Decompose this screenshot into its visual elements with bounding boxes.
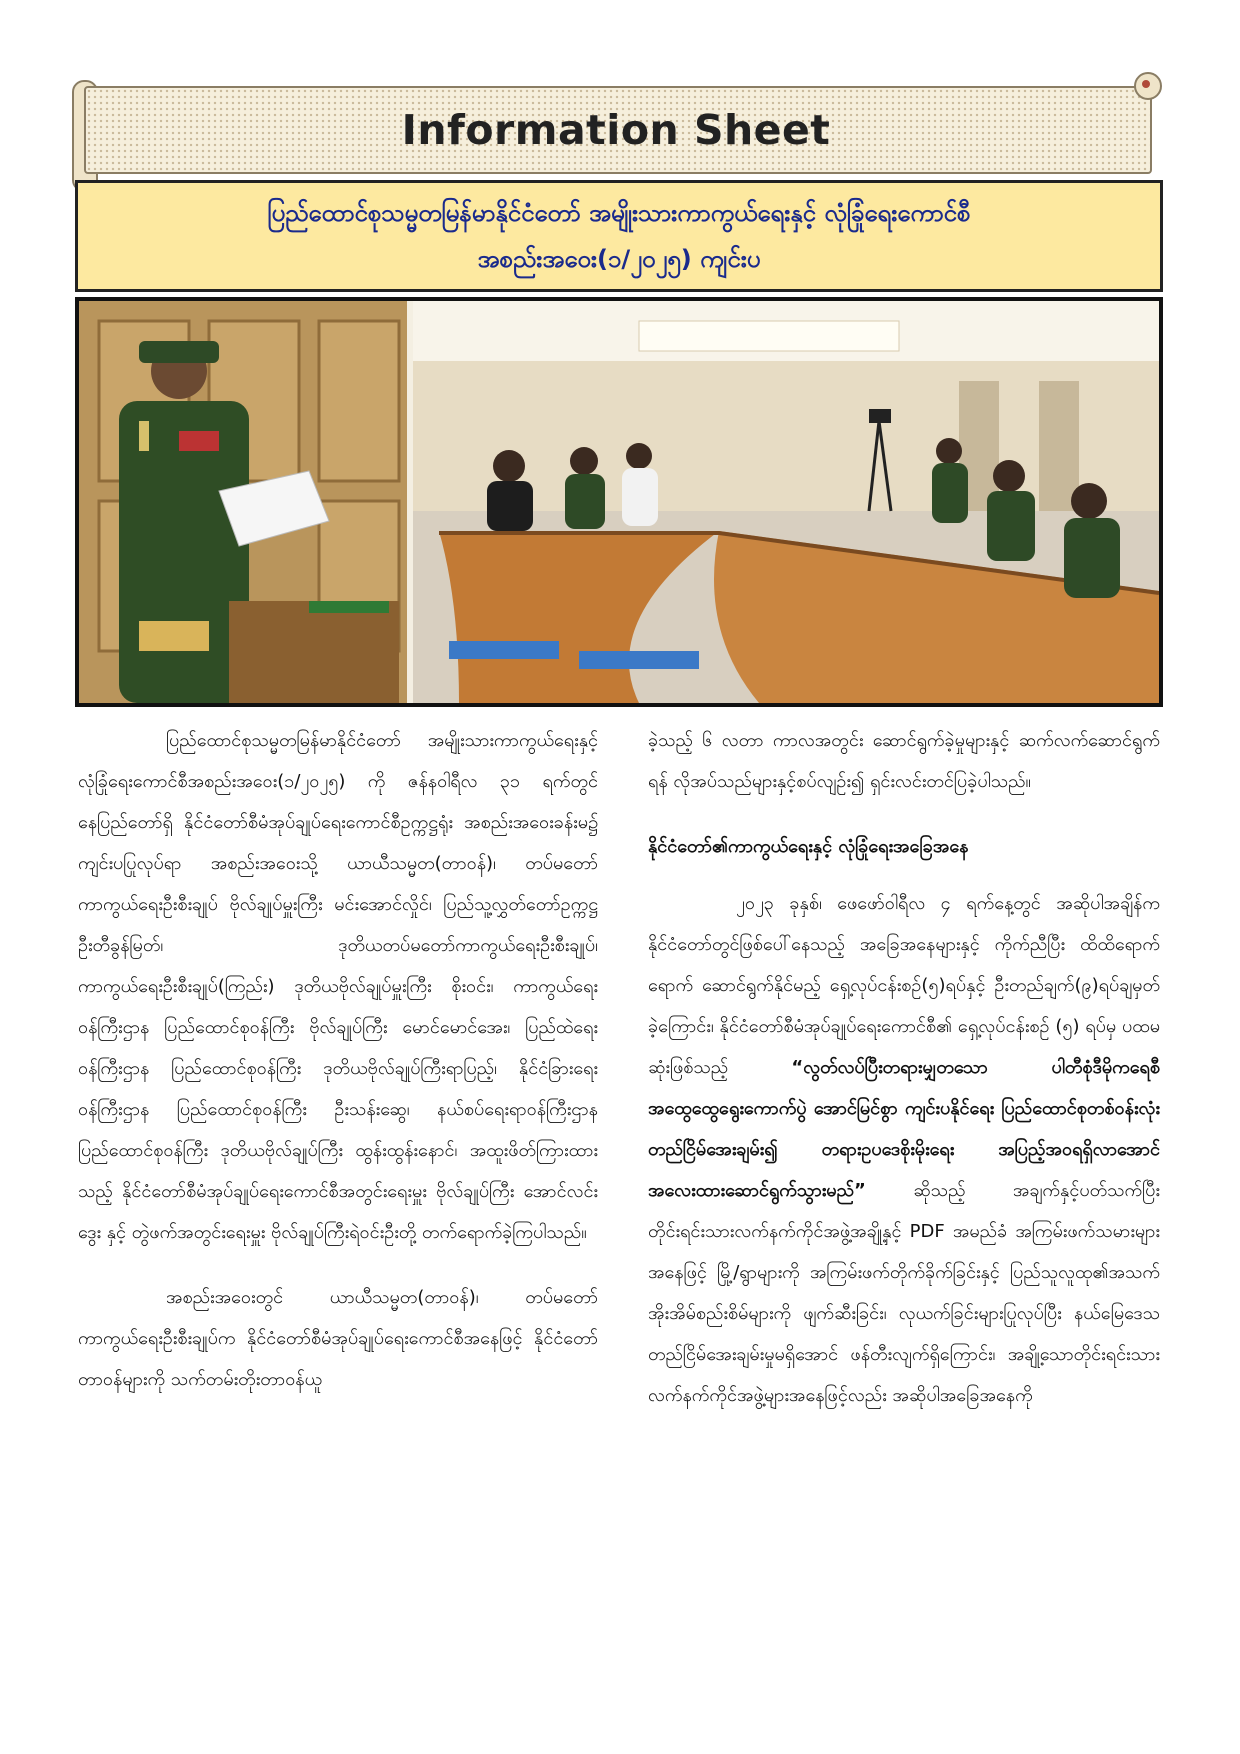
scroll-curl-right	[1134, 72, 1162, 100]
headline-box	[75, 180, 1163, 292]
banner-scroll	[72, 80, 1160, 176]
headline-line-1: ပြည်ထောင်စုသမ္မတမြန်မာနိုင်ငံတော် အမျိုးသားကာကွယ်ရေးနှင့် လုံခြုံရေးကောင်စီ	[267, 199, 971, 227]
headline-line-2: အစည်းအဝေး(၁/၂၀၂၅) ကျင်းပ	[477, 245, 761, 273]
meeting-photo-illustration	[79, 301, 1159, 703]
article-left-column	[78, 720, 598, 1424]
article-paragraph-2: အစည်းအဝေးတွင် ယာယီသမ္မတ(တာဝန်)၊ တပ်မတော်ကာကွယ်ရေးဦးစီးချုပ်က နိုင်ငံတော်စီမံအုပ်ချုပ်ရေးကောင်စီအနေဖြင့် နိုင်ငံတော်တာဝန်များကို သက်တမ်းတိုးတာဝန်ယူ	[78, 1287, 598, 1390]
paragraph-4-end: ဆိုသည့် အချက်နှင့်ပတ်သက်ပြီး တိုင်းရင်းသားလက်နက်ကိုင်အဖွဲ့အချို့နှင့် PDF အမည်ခံ အကြမ်းဖက်သမားများအနေဖြင့် မြို့/ရွာများကို အကြမ်းဖက်တိုက်ခိုက်ခြင်းနှင့် ပြည်သူလူထု၏အသက်အိုးအိမ်စည်းစိမ်များကို ဖျက်ဆီးခြင်း၊ လုယက်ခြင်းများပြုလုပ်ပြီး နယ်မြေဒေသတည်ငြိမ်အေးချမ်းမှုမရှိအောင် ဖန်တီးလျက်ရှိကြောင်း၊ အချို့သောတိုင်းရင်းသားလက်နက်ကိုင်အဖွဲ့များအနေဖြင့်လည်း အဆိုပါအခြေအနေကို	[648, 1180, 1160, 1406]
page-title: Information Sheet	[401, 106, 831, 154]
section-subheading: နိုင်ငံတော်၏ကာကွယ်ရေးနှင့် လုံခြုံရေးအခြေအနေ	[648, 836, 969, 857]
meeting-photo	[75, 297, 1163, 707]
article-right-column	[648, 720, 1160, 1440]
article-paragraph-1: ပြည်ထောင်စုသမ္မတမြန်မာနိုင်ငံတော် အမျိုးသားကာကွယ်ရေးနှင့် လုံခြုံရေးကောင်စီအစည်းအဝေး(၁/၂၀၂၅) ကို ဇန်နဝါရီလ ၃၁ ရက်တွင် နေပြည်တော်ရှိ နိုင်ငံတော်စီမံအုပ်ချုပ်ရေးကောင်စီဥက္ကဋ္ဌရုံး အစည်းအဝေးခန်းမ၌ ကျင်းပပြုလုပ်ရာ အစည်းအဝေးသို့ ယာယီသမ္မတ(တာဝန်)၊ တပ်မတော်ကာကွယ်ရေးဦးစီးချုပ် ဗိုလ်ချုပ်မှူးကြီး မင်းအောင်လှိုင်၊ ပြည်သူ့လွှတ်တော်ဥက္ကဋ္ဌ ဦးတီခွန်မြတ်၊ ဒုတိယတပ်မတော်ကာကွယ်ရေးဦးစီးချုပ်၊ ကာကွယ်ရေးဦးစီးချုပ်(ကြည်း) ဒုတိယဗိုလ်ချုပ်မှူးကြီး စိုးဝင်း၊ ကာကွယ်ရေးဝန်ကြီးဌာန ပြည်ထောင်စုဝန်ကြီး ဗိုလ်ချုပ်ကြီး မောင်မောင်အေး၊ ပြည်ထဲရေးဝန်ကြီးဌာန ပြည်ထောင်စုဝန်ကြီး ဒုတိယဗိုလ်ချုပ်ကြီးရာပြည့်၊ နိုင်ငံခြားရေးဝန်ကြီးဌာန ပြည်ထောင်စုဝန်ကြီး ဦးသန်းဆွေ၊ နယ်စပ်ရေးရာဝန်ကြီးဌာန ပြည်ထောင်စုဝန်ကြီး ဒုတိယဗိုလ်ချုပ်ကြီး ထွန်းထွန်းနောင်၊ အထူးဖိတ်ကြားထားသည့် နိုင်ငံတော်စီမံအုပ်ချုပ်ရေးကောင်စီအတွင်းရေးမှူး ဗိုလ်ချုပ်ကြီး အောင်လင်းဒွေး နှင့် တွဲဖက်အတွင်းရေးမှူး ဗိုလ်ချုပ်ကြီးရဲဝင်းဦးတို့ တက်ရောက်ခဲ့ကြပါသည်။	[78, 730, 598, 1243]
paragraph-4-start: ၂၀၂၃ ခုနှစ်၊ ဖေဖော်ဝါရီလ ၄ ရက်နေ့တွင် အဆိုပါအချိန်က နိုင်ငံတော်တွင်ဖြစ်ပေါ်နေသည့် အခြေအနေများနှင့် ကိုက်ညီပြီး ထိထိရောက်ရောက် ဆောင်ရွက်နိုင်မည့် ရှေ့လုပ်ငန်းစဉ်(၅)ရပ်နှင့် ဦးတည်ချက်(၉)ရပ်ချမှတ်ခဲ့ကြောင်း၊ နိုင်ငံတော်စီမံအုပ်ချုပ်ရေးကောင်စီ၏ ရှေ့လုပ်ငန်းစဉ် (၅) ရပ်မှ ပထမဆုံးဖြစ်သည့်	[648, 893, 1160, 1078]
article-paragraph-4	[648, 883, 1160, 1416]
paragraph-4-quote: “လွတ်လပ်ပြီးတရားမျှတသော ပါတီစုံဒီမိုကရေစီ အထွေထွေရွေးကောက်ပွဲ အောင်မြင်စွာ ကျင်းပနိုင်ရေး ပြည်ထောင်စုတစ်ဝန်းလုံး တည်ငြိမ်အေးချမ်း၍ တရားဥပဒေစိုးမိုးရေး အပြည့်အဝရရှိလာအောင် အလေးထားဆောင်ရွက်သွားမည်”	[648, 1057, 1161, 1201]
article-paragraph-3: ခဲ့သည့် ၆ လတာ ကာလအတွင်း ဆောင်ရွက်ခဲ့မှုများနှင့် ဆက်လက်ဆောင်ရွက်ရန် လိုအပ်သည်များနှင့်စပ်လျဉ်း၍ ရှင်းလင်းတင်ပြခဲ့ပါသည်။	[648, 730, 1160, 792]
